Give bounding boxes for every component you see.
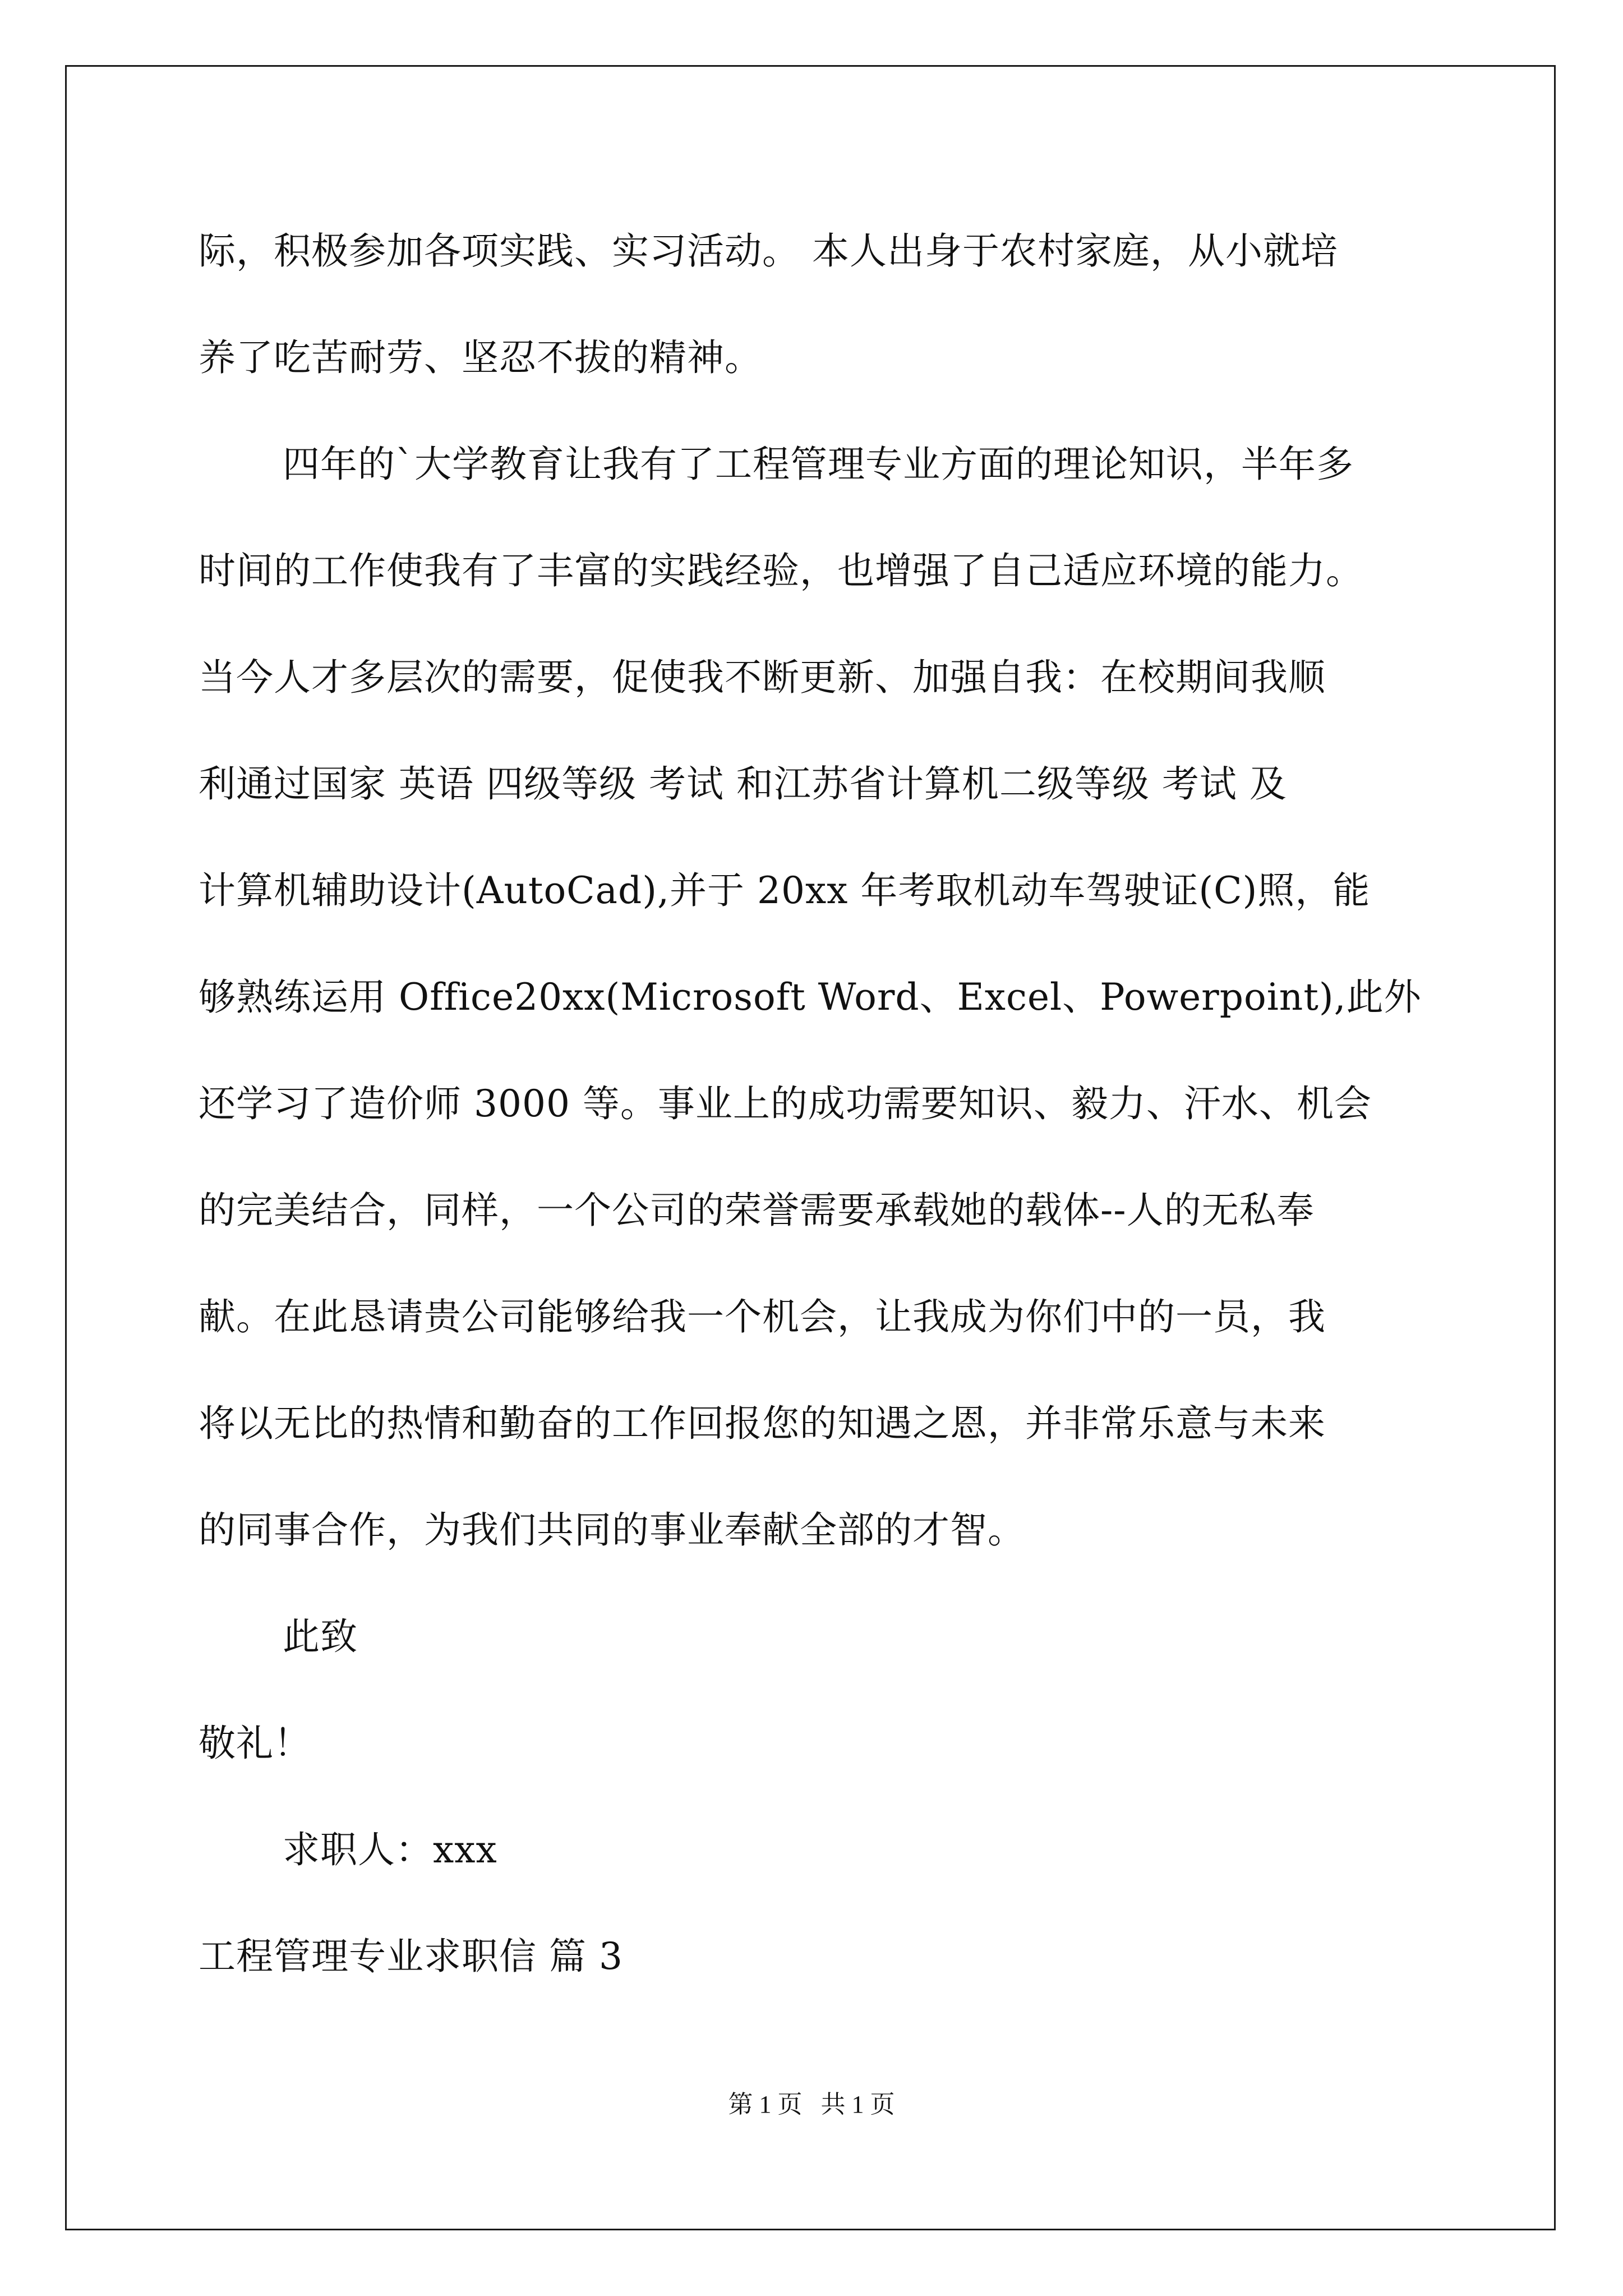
paragraph-line: 当今人才多层次的需要，促使我不断更新、加强自我：在校期间我顺 [199,656,1326,699]
paragraph-line: 将以无比的热情和勤奋的工作回报您的知遇之恩，并非常乐意与未来 [199,1402,1326,1445]
paragraph-line: 利通过国家 英语 四级等级 考试 和江苏省计算机二级等级 考试 及 [199,762,1287,806]
paragraph-line: 计算机辅助设计(AutoCad),并于 20xx 年考取机动车驾驶证(C)照，能 [199,869,1371,912]
paragraph-line: 够熟练运用 Office20xx(Microsoft Word、Excel、Powerpoint),此外 [199,976,1422,1019]
paragraph-line: 的同事合作，为我们共同的事业奉献全部的才智。 [199,1508,1025,1552]
signature-line: 求职人：xxx [283,1828,497,1871]
section-heading: 工程管理专业求职信 篇 3 [199,1935,623,1978]
page-footer: 第 1 页 共 1 页 [728,2091,895,2118]
paragraph-line: 还学习了造价师 3000 等。事业上的成功需要知识、毅力、汗水、机会 [199,1082,1372,1125]
page-border [65,65,1556,2230]
paragraph-line: 四年的`大学教育让我有了工程管理专业方面的理论知识，半年多 [283,443,1354,486]
closing-regards: 敬礼！ [199,1722,311,1765]
paragraph-line: 时间的工作使我有了丰富的实践经验，也增强了自己适应环境的能力。 [199,549,1363,592]
closing-salutation: 此致 [283,1615,358,1658]
paragraph-line: 际，积极参加各项实践、实习活动。 本人出身于农村家庭，从小就培 [199,229,1338,273]
paragraph-line: 养了吃苦耐劳、坚忍不拔的精神。 [199,336,762,379]
paragraph-line: 献。在此恳请贵公司能够给我一个机会，让我成为你们中的一员，我 [199,1295,1326,1338]
paragraph-line: 的完美结合，同样，一个公司的荣誉需要承载她的载体--人的无私奉 [199,1189,1315,1232]
